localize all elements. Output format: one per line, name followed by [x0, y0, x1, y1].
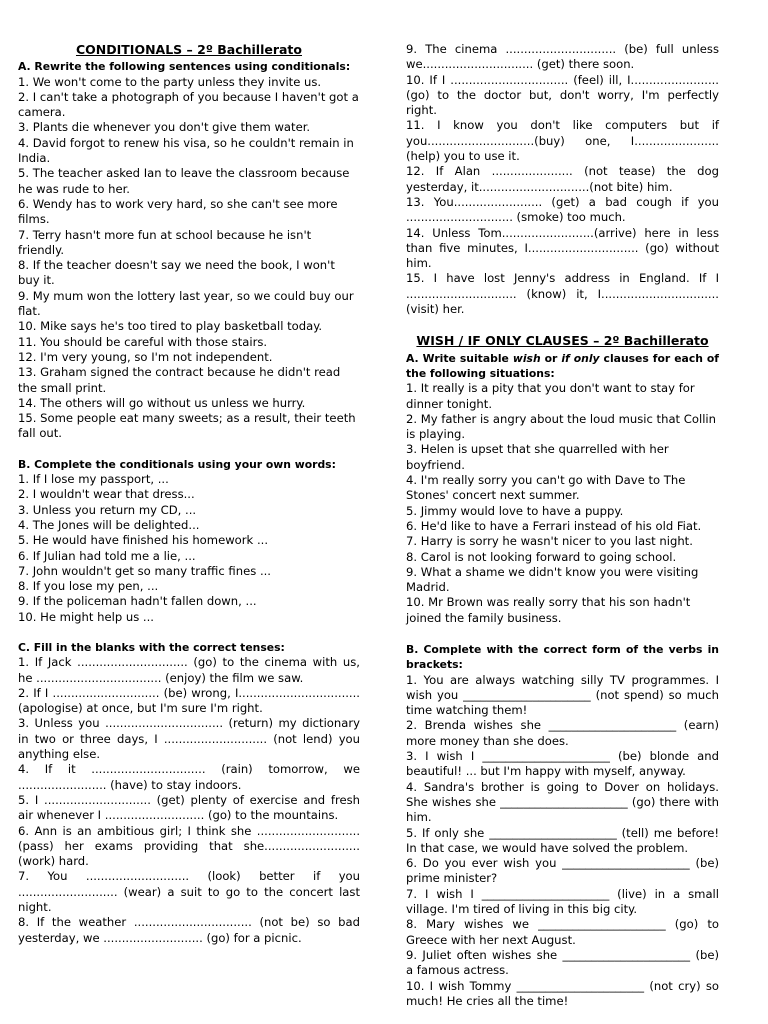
list-item: 8. Carol is not looking forward to going school. [406, 549, 677, 564]
section-c-heading: C. Fill in the blanks with the correct tenses: [18, 640, 285, 654]
spacer [18, 442, 360, 457]
section-b-list [18, 472, 360, 625]
list-item: 8. If the teacher doesn't say we need the book, I won't buy it. [18, 258, 335, 288]
spacer [406, 626, 719, 642]
wish-section-b-heading: B. Complete with the correct form of the verbs in brackets: [406, 642, 719, 672]
wish-title: WISH / IF ONLY CLAUSES – 2º Bachillerato [416, 333, 709, 349]
right-column [406, 42, 719, 1009]
list-item: 2. If I ............................. (be) wrong, I................................. (apologise) at once, but I'm sure I'm right. [18, 685, 360, 716]
list-item: 1. It really is a pity that you don't want to stay for dinner tonight. [406, 381, 695, 411]
list-item: 6. Do you ever wish you ______________________ (be) prime minister? [406, 856, 719, 886]
list-item: 10. I wish Tommy ______________________ (not cry) so much! He cries all the time! [406, 978, 719, 1008]
list-item: 6. If Julian had told me a lie, ... [18, 548, 196, 563]
list-item: 10. Mike says he's too tired to play basketball today. [18, 319, 323, 334]
list-item: 3. Helen is upset that she quarrelled with her boyfriend. [406, 442, 669, 472]
heading-wish: wish [512, 351, 541, 365]
section-a-list [18, 75, 360, 442]
list-item: 8. If you lose my pen, ... [18, 579, 159, 594]
list-item: 7. I wish I ______________________ (live) in a small village. I'm tired of living in this big city. [406, 886, 719, 917]
list-item: 10. If I ................................ (feel) ill, I........................ (go) to the doctor but, don't worry, I'm perfectly right. [406, 72, 719, 118]
wish-section-b-list [406, 673, 719, 1010]
list-item: 1. You are always watching silly TV programmes. I wish you ______________________ (not spend) so much time watching them! [406, 672, 719, 718]
list-item: 1. If I lose my passport, ... [18, 472, 169, 487]
list-item: 7. You ............................ (look) better if you ........................... (wear) a suit to go to the concert last night. [18, 869, 360, 915]
list-item: 5. The teacher asked Ian to leave the classroom because he was rude to her. [18, 166, 350, 196]
list-item: 6. Ann is an ambitious girl; I think she ............................ (pass) her exams providing that she.......................... (work) hard. [18, 823, 360, 869]
list-item: 15. I have lost Jenny's address in England. If I .............................. (know) it, I................................ (visit) her. [406, 271, 719, 317]
heading-if-only: if only [561, 351, 600, 365]
list-item: 3. I wish I ______________________ (be) blonde and beautiful! ... but I'm happy with myself, anyway. [406, 749, 719, 779]
heading-part: or [540, 351, 562, 365]
list-item: 9. My mum won the lottery last year, so we could buy our flat. [18, 288, 354, 319]
list-item: 8. Mary wishes we ______________________ (go) to Greece with her next August. [406, 917, 719, 947]
wish-section-a-list [406, 381, 719, 626]
list-item: 1. We won't come to the party unless they invite us. [18, 74, 322, 89]
list-item: 5. He would have finished his homework ... [18, 533, 269, 548]
list-item: 1. If Jack .............................. (go) to the cinema with us, he .................................. (enjoy) the film we saw. [18, 655, 360, 685]
list-item: 7. Terry hasn't more fun at school because he isn't friendly. [18, 227, 312, 257]
list-item: 15. Some people eat many sweets; as a result, their teeth fall out. [18, 411, 356, 441]
section-c-list [18, 655, 360, 946]
section-a-heading: A. Rewrite the following sentences using conditionals: [18, 60, 351, 74]
list-item: 9. If the policeman hadn't fallen down, ... [18, 594, 257, 609]
spacer [18, 625, 360, 640]
list-item: 11. You should be careful with those stairs. [18, 334, 268, 349]
list-item: 5. I ............................. (get) plenty of exercise and fresh air whenever I ........................... (go) to the mountains. [18, 792, 360, 823]
wish-section-a-heading [406, 351, 719, 382]
list-item: 11. I know you don't like computers but if you.............................(buy) one, I....................... (help) you to use it. [406, 118, 719, 164]
list-item: 6. He'd like to have a Ferrari instead of his old Fiat. [406, 518, 702, 533]
list-item: 2. My father is angry about the loud music that Collin is playing. [406, 411, 716, 442]
list-item: 4. Sandra's brother is going to Dover on holidays. She wishes she ______________________ (go) there with him. [406, 779, 719, 825]
list-item: 12. I'm very young, so I'm not independent. [18, 349, 273, 364]
list-item: 9. Juliet often wishes she ______________________ (be) a famous actress. [406, 947, 719, 978]
list-item: 7. John wouldn't get so many traffic fines ... [18, 563, 271, 578]
left-column [18, 42, 360, 946]
conditionals-title: CONDITIONALS – 2º Bachillerato [75, 42, 302, 57]
list-item: 2. Brenda wishes she ______________________ (earn) more money than she does. [406, 718, 719, 748]
list-item: 3. Plants die whenever you don't give them water. [18, 120, 311, 135]
list-item: 4. The Jones will be delighted... [18, 517, 200, 532]
list-item: 14. The others will go without us unless we hurry. [18, 395, 306, 410]
spacer [406, 317, 719, 333]
list-item: 10. He might help us ... [18, 609, 154, 624]
list-item: 3. Unless you ................................ (return) my dictionary in two or three days, I ............................ (not lend) you anything else. [18, 716, 360, 762]
section-c-continued-list [406, 42, 719, 317]
list-item: 4. If it ............................... (rain) tomorrow, we ........................ (have) to stay indoors. [18, 762, 360, 792]
list-item: 12. If Alan ...................... (not tease) the dog yesterday, it..............................(not bite) him. [406, 164, 719, 194]
list-item: 6. Wendy has to work very hard, so she can't see more films. [18, 196, 338, 227]
list-item: 2. I can't take a photograph of you because I haven't got a camera. [18, 89, 359, 120]
section-b-heading: B. Complete the conditionals using your own words: [18, 457, 336, 471]
list-item: 7. Harry is sorry he wasn't nicer to you last night. [406, 534, 693, 549]
list-item: 5. If only she ______________________ (tell) me before! In that case, we would have solved the problem. [406, 825, 719, 855]
list-item: 14. Unless Tom.........................(arrive) here in less than five minutes, I.............................. (go) without him. [406, 225, 719, 271]
list-item: 13. Graham signed the contract because he didn't read the small print. [18, 365, 341, 395]
list-item: 8. If the weather ................................ (not be) so bad yesterday, we ........................... (go) for a picnic. [18, 915, 360, 945]
heading-part: clauses for each of the following situations: [406, 351, 719, 380]
list-item: 3. Unless you return my CD, ... [18, 502, 197, 517]
list-item: 5. Jimmy would love to have a puppy. [406, 503, 624, 518]
heading-part: A. Write suitable [406, 351, 513, 365]
list-item: 9. What a shame we didn't know you were visiting Madrid. [406, 564, 699, 595]
list-item: 13. You........................ (get) a bad cough if you ............................. (smoke) too much. [406, 194, 719, 225]
list-item: 4. I'm really sorry you can't go with Dave to The Stones' concert next summer. [406, 473, 686, 503]
list-item: 10. Mr Brown was really sorry that his son hadn't joined the family business. [406, 595, 691, 625]
list-item: 4. David forgot to renew his visa, so he couldn't remain in India. [18, 135, 354, 166]
list-item: 2. I wouldn't wear that dress... [18, 487, 195, 502]
list-item: 9. The cinema .............................. (be) full unless we.............................. (get) there soon. [406, 42, 719, 72]
